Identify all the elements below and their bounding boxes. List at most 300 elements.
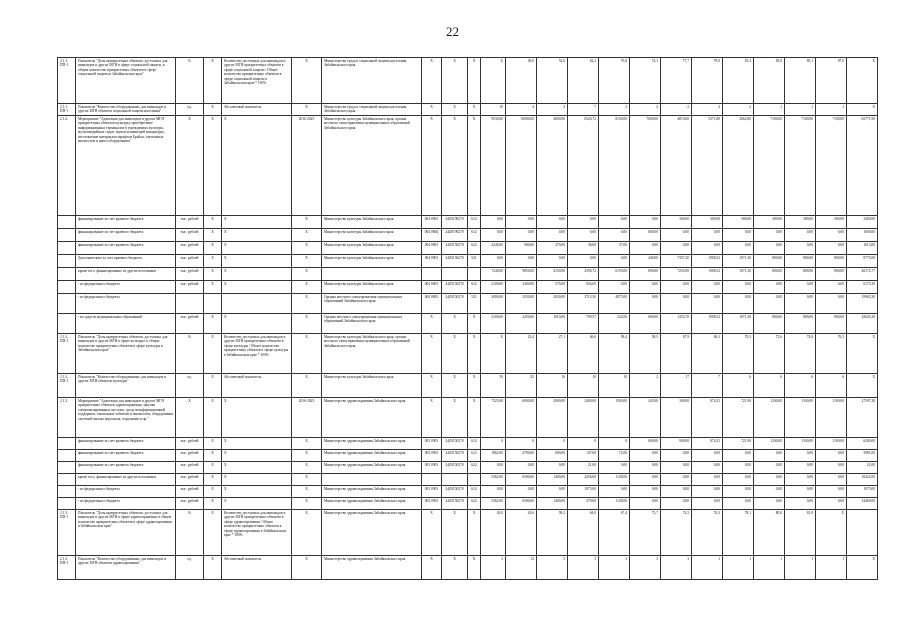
cell-value: 3 — [568, 556, 599, 580]
cell-value: 0 — [599, 438, 630, 450]
table-row — [58, 486, 878, 498]
cell-k2: 24Z0150270 — [442, 242, 468, 255]
cell-k3: 622 — [468, 462, 481, 474]
cell-c6: X — [292, 255, 322, 268]
cell-value: 72,6 — [754, 334, 785, 374]
cell-unit: тыс. рублей — [176, 216, 204, 229]
cell-c6: X — [292, 242, 322, 255]
cell-value: 4600,00 — [537, 116, 568, 216]
table-row — [58, 498, 878, 510]
cell-value: 0,00 — [661, 498, 692, 510]
cell-resp: Министерство культуры Забайкальского края — [322, 255, 422, 268]
cell-value: 6520,72 — [568, 116, 599, 216]
cell-value: 6175,29 — [847, 281, 878, 294]
cell-value: 800,00 — [754, 255, 785, 268]
cell-resp: Министерство культуры Забайкальского края — [322, 229, 422, 242]
cell-k4: 0,00 — [481, 462, 506, 474]
cell-value: 0 — [568, 438, 599, 450]
cell-unit: тыс. рублей — [176, 314, 204, 334]
cell-k3: 612 — [468, 450, 481, 462]
cell-value: 80,0 — [754, 510, 785, 556]
cell-c6: X — [292, 58, 322, 104]
cell-value: 0,00 — [816, 498, 847, 510]
cell-k1: 004 0804 — [422, 229, 442, 242]
cell-value: 6 — [816, 374, 847, 398]
table-row — [58, 104, 878, 116]
cell-value: 279,00 — [568, 498, 599, 510]
cell-value: 0,00 — [692, 242, 723, 255]
cell-code — [58, 462, 76, 474]
cell-value: 300,00 — [785, 216, 816, 229]
cell-unit: % — [176, 510, 204, 556]
cell-c4: X — [204, 268, 222, 281]
cell-k3: 622 — [468, 281, 481, 294]
cell-value: 0,00 — [816, 229, 847, 242]
cell-value: 65771,90 — [847, 116, 878, 216]
cell-k4: 9530,00 — [481, 116, 506, 216]
cell-c4: X — [204, 242, 222, 255]
cell-resp: Министерство здравоохранения Забайкальского края — [322, 556, 422, 580]
cell-value: 72,00 — [599, 450, 630, 462]
cell-k2: 24Z0190270 — [442, 216, 468, 229]
cell-value: 2790,00 — [506, 450, 537, 462]
cell-value: 690,00 — [630, 268, 661, 281]
cell-value: 70,8 — [599, 58, 630, 104]
cell-resp: Органы местного самоуправления муниципальных образований Забайкальского края — [322, 294, 422, 314]
cell-code — [58, 229, 76, 242]
cell-value: 70,3 — [723, 334, 754, 374]
cell-value: 5371,80 — [692, 116, 723, 216]
cell-value: 1100,00 — [816, 398, 847, 438]
cell-unit: X — [176, 116, 204, 216]
cell-value: 64,0 — [568, 510, 599, 556]
cell-c4: X — [204, 58, 222, 104]
cell-value: 2000,00 — [537, 398, 568, 438]
cell-value: 0,00 — [630, 294, 661, 314]
cell-c6: X — [292, 438, 322, 450]
cell-value: 0,00 — [537, 486, 568, 498]
cell-c6: X — [292, 216, 322, 229]
cell-k3: X — [468, 556, 481, 580]
cell-value: 721,90 — [723, 398, 754, 438]
cell-k2: X — [442, 374, 468, 398]
cell-k4: 5362,00 — [481, 474, 506, 486]
cell-k2: 24Z0190270 — [442, 229, 468, 242]
cell-value: 67,9 — [661, 334, 692, 374]
cell-resp — [322, 268, 422, 281]
cell-value: 1908,52 — [692, 255, 723, 268]
cell-value: 58,5 — [630, 334, 661, 374]
cell-value: 0,00 — [568, 255, 599, 268]
cell-value: 5981,00 — [847, 450, 878, 462]
cell-value: 0,00 — [630, 281, 661, 294]
cell-value: 1975,00 — [847, 486, 878, 498]
cell-k1: 003 0901 — [422, 438, 442, 450]
cell-value: 0,00 — [599, 229, 630, 242]
cell-k1: 003 0901 — [422, 486, 442, 498]
cell-value: 0,00 — [692, 281, 723, 294]
cell-c4: X — [204, 374, 222, 398]
cell-value: 0,00 — [816, 281, 847, 294]
cell-value: 926,00 — [568, 281, 599, 294]
cell-value: 0,00 — [568, 229, 599, 242]
cell-value: 300,00 — [661, 398, 692, 438]
cell-k1 — [422, 474, 442, 486]
cell-c6: X — [292, 104, 322, 116]
cell-value: 2 — [630, 104, 661, 116]
cell-value: 2250,00 — [506, 314, 537, 334]
cell-value: 58,2 — [537, 510, 568, 556]
cell-value: 0,00 — [630, 462, 661, 474]
table-row — [58, 116, 878, 216]
cell-k1: 004 0801 — [422, 281, 442, 294]
cell-k2: 24Z0150270 — [442, 438, 468, 450]
cell-c4: X — [204, 462, 222, 474]
cell-value: 0,00 — [754, 242, 785, 255]
cell-c4: X — [204, 450, 222, 462]
cell-value: 87,0 — [816, 58, 847, 104]
cell-value: 6300,00 — [506, 498, 537, 510]
cell-value: 445,00 — [630, 398, 661, 438]
cell-value: 0,00 — [692, 450, 723, 462]
cell-value: 800,00 — [816, 255, 847, 268]
cell-value: 0,00 — [630, 216, 661, 229]
cell-c6: 2016-2025 — [292, 116, 322, 216]
cell-code: 2.1.1. ПП-1 — [58, 58, 76, 104]
cell-value — [847, 510, 878, 556]
cell-value: 2062,80 — [723, 116, 754, 216]
cell-k1: 003 0901 — [422, 462, 442, 474]
cell-value: 900,00 — [661, 438, 692, 450]
cell-value: 0,00 — [506, 216, 537, 229]
cell-value: 23,4 — [506, 334, 537, 374]
cell-value: 6000,00 — [506, 398, 537, 438]
cell-value: 1 — [785, 556, 816, 580]
cell-value: 600,00 — [630, 229, 661, 242]
cell-k4: 1862,00 — [481, 450, 506, 462]
table-row — [58, 58, 878, 104]
cell-k1: X — [422, 116, 442, 216]
cell-method: Количество доступных для инвалидов и других МГН приоритетных объектов в сфере здравоохранения / Общее количество приоритетных объектов в сфере здравоохранения в Забайкальском крае * 100% — [222, 510, 292, 556]
cell-method: X — [222, 242, 292, 255]
cell-value: 0 — [506, 438, 537, 450]
cell-k1: X — [422, 334, 442, 374]
cell-name: кроме того, финансирование из других источников — [76, 474, 176, 486]
cell-value: 0,00 — [537, 229, 568, 242]
cell-value: 874,21 — [692, 438, 723, 450]
cell-value: 2030,00 — [537, 294, 568, 314]
cell-k4: 0,00 — [481, 486, 506, 498]
cell-value: 222,00 — [599, 314, 630, 334]
cell-k4: 0 — [481, 438, 506, 450]
cell-method: X — [222, 438, 292, 450]
cell-value: 0,00 — [692, 229, 723, 242]
cell-name: Дополнительно за счет краевого бюджета — [76, 255, 176, 268]
cell-value: 0,00 — [816, 242, 847, 255]
cell-value: 0,00 — [754, 294, 785, 314]
cell-k3: 521 — [468, 294, 481, 314]
cell-value: 600,00 — [537, 450, 568, 462]
cell-value: 721,90 — [723, 438, 754, 450]
cell-k4: 7525,00 — [481, 398, 506, 438]
cell-name: финансирование за счет краевого бюджета — [76, 216, 176, 229]
cell-value: 300,00 — [692, 216, 723, 229]
cell-k3: 612 — [468, 486, 481, 498]
cell-value: X — [847, 556, 878, 580]
cell-k3 — [468, 268, 481, 281]
cell-c4: X — [204, 556, 222, 580]
cell-resp: Министерство труда и социальной защиты населения Забайкальского края — [322, 104, 422, 116]
cell-code — [58, 474, 76, 486]
cell-value: 1010,00 — [537, 314, 568, 334]
cell-k4: 3 — [481, 556, 506, 580]
cell-value: 3250,00 — [506, 294, 537, 314]
cell-value: 0,00 — [723, 242, 754, 255]
cell-c4: X — [204, 116, 222, 216]
cell-method: X — [222, 462, 292, 474]
cell-value: 2 — [723, 104, 754, 116]
cell-value: 10000,00 — [506, 116, 537, 216]
table-row — [58, 216, 878, 229]
cell-k3 — [468, 474, 481, 486]
cell-k1: X — [422, 314, 442, 334]
cell-code — [58, 242, 76, 255]
cell-value: 0,00 — [661, 281, 692, 294]
cell-c6: X — [292, 294, 322, 314]
cell-value: 74,0 — [785, 334, 816, 374]
cell-value: 0,00 — [723, 294, 754, 314]
cell-value: 0,00 — [816, 486, 847, 498]
cell-code — [58, 486, 76, 498]
cell-unit: тыс. рублей — [176, 229, 204, 242]
cell-value: 874,21 — [692, 398, 723, 438]
table-row — [58, 374, 878, 398]
cell-k3: X — [468, 374, 481, 398]
cell-k3: 612 — [468, 216, 481, 229]
cell-value: 25 — [506, 374, 537, 398]
cell-resp: Министерство культуры Забайкальского края — [322, 216, 422, 229]
table-row — [58, 229, 878, 242]
table-row — [58, 474, 878, 486]
cell-c4: X — [204, 498, 222, 510]
cell-value: 74,1 — [630, 58, 661, 104]
cell-value: 0,00 — [661, 486, 692, 498]
cell-k4: 0,00 — [481, 229, 506, 242]
cell-method: X — [222, 474, 292, 486]
cell-value: 27597,28 — [847, 398, 878, 438]
cell-k1: X — [422, 556, 442, 580]
cell-value: 6 — [785, 374, 816, 398]
cell-value: 69,1 — [692, 334, 723, 374]
cell-method: Абсолютный показатель — [222, 104, 292, 116]
cell-value: 0,00 — [630, 498, 661, 510]
cell-k2: X — [442, 314, 468, 334]
cell-method: X — [222, 255, 292, 268]
cell-value: 0,00 — [537, 255, 568, 268]
cell-resp: Министерство культуры Забайкальского края, органы местного самоуправления муниципальных образований Забайкальского края — [322, 116, 422, 216]
table-row — [58, 281, 878, 294]
cell-value: 58,4 — [599, 334, 630, 374]
cell-name: финансирование за счет краевого бюджета — [76, 242, 176, 255]
cell-unit: ед. — [176, 104, 204, 116]
cell-c4: X — [204, 255, 222, 268]
cell-name: - из федерального бюджета — [76, 281, 176, 294]
cell-code — [58, 498, 76, 510]
cell-value: 300,00 — [754, 216, 785, 229]
cell-k1: X — [422, 104, 442, 116]
cell-k3: 622 — [468, 242, 481, 255]
cell-k3: X — [468, 314, 481, 334]
cell-resp: Министерство здравоохранения Забайкальского края — [322, 510, 422, 556]
table-row — [58, 242, 878, 255]
cell-value: 0,00 — [537, 462, 568, 474]
cell-unit: тыс. рублей — [176, 474, 204, 486]
cell-name: кроме того, финансирование из других источников — [76, 268, 176, 281]
cell-name: - из федерального бюджета — [76, 498, 176, 510]
cell-c4: X — [204, 474, 222, 486]
cell-value: 800,00 — [754, 314, 785, 334]
cell-value: 76,3 — [692, 510, 723, 556]
cell-value: 7 — [692, 374, 723, 398]
cell-code: 2.1.2. ПП-1 — [58, 334, 76, 374]
cell-value: 0,00 — [816, 474, 847, 486]
cell-value: 74,5 — [661, 510, 692, 556]
cell-value: 16 — [537, 374, 568, 398]
cell-value: 300,00 — [816, 216, 847, 229]
cell-value: 85,1 — [785, 58, 816, 104]
cell-value: 17 — [661, 374, 692, 398]
cell-k4: 59 — [481, 374, 506, 398]
cell-value: 0,00 — [723, 486, 754, 498]
cell-unit: тыс. рублей — [176, 462, 204, 474]
cell-name: Мероприятие "Адаптация для инвалидов и других МГН приоритетных объектов культуры, приобретение информационных терминалов в учреждениях культуры, мультимедийных гидов, звукоусиливающей аппаратуры, изготовление материалов шрифтом Брайля, тактильных мнемосхем и иного оборудования" — [76, 116, 176, 216]
cell-k2: X — [442, 510, 468, 556]
cell-k3: 612 — [468, 438, 481, 450]
cell-value: 0,00 — [692, 498, 723, 510]
cell-value: 8775,68 — [847, 255, 878, 268]
cell-value: 2360,00 — [506, 281, 537, 294]
cell-value: 3712,30 — [568, 294, 599, 314]
cell-value: 0,00 — [599, 216, 630, 229]
cell-value: 2400,00 — [568, 398, 599, 438]
cell-resp: Министерство здравоохранения Забайкальского края — [322, 438, 422, 450]
cell-k4: 2000,00 — [481, 294, 506, 314]
cell-k2: 24Z0150270 — [442, 294, 468, 314]
cell-value: 1500,00 — [599, 398, 630, 438]
cell-k3: X — [468, 58, 481, 104]
cell-code: 2.1.2. — [58, 116, 76, 216]
cell-code — [58, 281, 76, 294]
cell-unit: тыс. рублей — [176, 450, 204, 462]
cell-value: 0,00 — [816, 462, 847, 474]
cell-k2: 24Z0150270 — [442, 486, 468, 498]
cell-value: 12 — [506, 556, 537, 580]
cell-value: 147,00 — [568, 450, 599, 462]
cell-value: 0,00 — [785, 242, 816, 255]
table-row — [58, 556, 878, 580]
cell-k2: X — [442, 556, 468, 580]
table-row — [58, 438, 878, 450]
cell-value: X — [816, 510, 847, 556]
cell-value: 0,00 — [506, 255, 537, 268]
cell-code — [58, 438, 76, 450]
cell-value: 1128,00 — [599, 498, 630, 510]
cell-value: 0,00 — [785, 281, 816, 294]
cell-value: 0,00 — [568, 216, 599, 229]
cell-value: 800,00 — [785, 314, 816, 334]
cell-c4: X — [204, 486, 222, 498]
cell-value: 4874,00 — [661, 116, 692, 216]
cell-value: 43,6 — [506, 510, 537, 556]
cell-value: 16422,00 — [847, 474, 878, 486]
table-row — [58, 510, 878, 556]
cell-name: Показатель "Доля приоритетных объектов, доступных для инвалидов и других МГН в сфере культуры, в общем количестве приоритетных объектов в сфере культуры в Забайкальском крае" — [76, 334, 176, 374]
cell-code — [58, 450, 76, 462]
cell-method: X — [222, 450, 292, 462]
cell-resp — [322, 474, 422, 486]
cell-k4: 0,00 — [481, 216, 506, 229]
cell-k1: X — [422, 374, 442, 398]
cell-value: 0,00 — [537, 216, 568, 229]
cell-c6: X — [292, 486, 322, 498]
cell-name: финансирование за счет краевого бюджета — [76, 438, 176, 450]
cell-k2: X — [442, 104, 468, 116]
cell-value: 52,6 — [537, 58, 568, 104]
cell-code: 2.1.1. ПП-1 — [58, 104, 76, 116]
cell-k1: X — [422, 510, 442, 556]
cell-name: - из федерального бюджета — [76, 486, 176, 498]
cell-value: 1 — [754, 556, 785, 580]
table-row — [58, 314, 878, 334]
cell-resp: Министерство культуры Забайкальского края — [322, 374, 422, 398]
cell-c6: X — [292, 474, 322, 486]
cell-value: 21,00 — [568, 462, 599, 474]
cell-value: 0,00 — [785, 498, 816, 510]
cell-k2: 24Z0150270 — [442, 255, 468, 268]
cell-resp: Министерство здравоохранения Забайкальского края — [322, 498, 422, 510]
cell-value: 14469,00 — [847, 498, 878, 510]
cell-value: 62,2 — [568, 58, 599, 104]
cell-unit: X — [176, 398, 204, 438]
cell-c4: X — [204, 281, 222, 294]
cell-value: 1908,52 — [692, 268, 723, 281]
cell-value: 0,00 — [754, 498, 785, 510]
cell-k3: 612 — [468, 229, 481, 242]
cell-value: 1100,00 — [785, 438, 816, 450]
cell-value: 0,00 — [630, 486, 661, 498]
cell-value: 1600,00 — [847, 229, 878, 242]
cell-value: 1 — [816, 104, 847, 116]
cell-value: 1433,70 — [661, 314, 692, 334]
cell-value: 6 — [723, 374, 754, 398]
cell-name: Показатель "Количество оборудованных для инвалидов и других МГН объектов культуры" — [76, 374, 176, 398]
cell-value: 0,00 — [661, 474, 692, 486]
cell-c6: X — [292, 374, 322, 398]
cell-c6: X — [292, 229, 322, 242]
cell-resp: Министерство культуры Забайкальского края — [322, 281, 422, 294]
cell-value: 0,00 — [754, 474, 785, 486]
cell-c4: X — [204, 314, 222, 334]
cell-value: 46172,77 — [847, 268, 878, 281]
cell-k3: X — [468, 398, 481, 438]
cell-value: 0,00 — [785, 450, 816, 462]
cell-k2: X — [442, 334, 468, 374]
cell-k2: 24Z0150270 — [442, 450, 468, 462]
cell-value: 0,00 — [599, 462, 630, 474]
cell-k1: 003 0901 — [422, 498, 442, 510]
cell-k4: 5362,00 — [481, 498, 506, 510]
cell-c4: X — [204, 334, 222, 374]
